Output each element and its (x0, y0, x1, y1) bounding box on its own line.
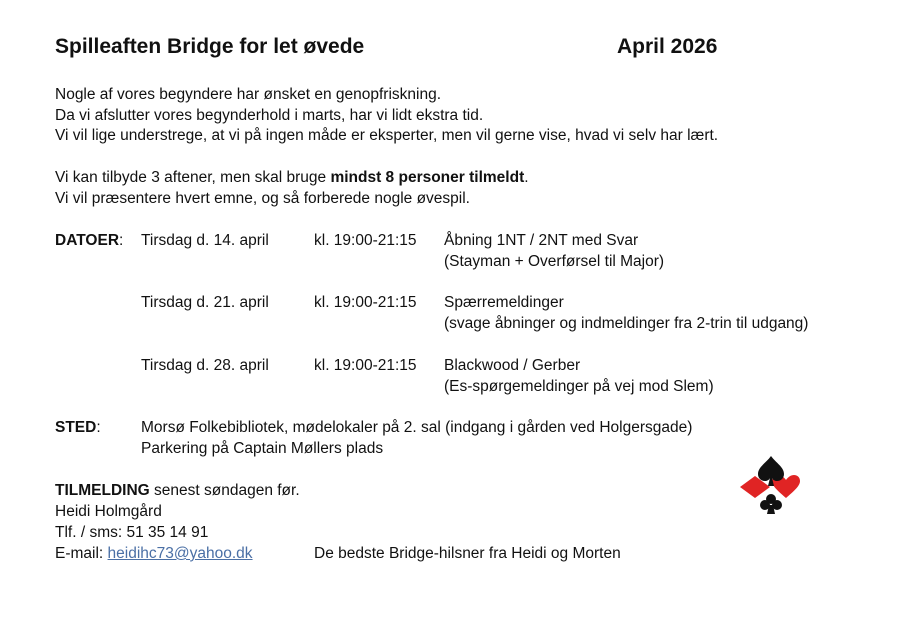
intro-line-3: Vi vil lige understrege, at vi på ingen måde er eksperter, men vil gerne vise, hvad vi selv har lært. (55, 127, 719, 144)
place-line-2: Parkering på Captain Møllers plads (141, 440, 384, 457)
signup-name: Heidi Holmgård (55, 503, 162, 520)
signup-label: TILMELDING (55, 482, 150, 499)
signup-line (55, 482, 300, 500)
date-1-day: Tirsdag d. 14. april (141, 232, 269, 249)
date-2-time: kl. 19:00-21:15 (314, 294, 417, 311)
intro-line-2: Da vi afslutter vores begynderhold i marts, har vi lidt ekstra tid. (55, 107, 484, 124)
date-3-detail: (Es-spørgemeldinger på vej mod Slem) (444, 378, 714, 395)
dates-label-colon: : (119, 232, 124, 249)
email-link[interactable]: heidihc73@yahoo.dk (107, 545, 253, 562)
page-date: April 2026 (617, 35, 718, 58)
greeting: De bedste Bridge-hilsner fra Heidi og Morten (314, 545, 621, 562)
dates-label-text: DATOER (55, 232, 120, 249)
date-2-detail: (svage åbninger og indmeldinger fra 2-trin til udgang) (444, 315, 809, 332)
bridge-suits-logo-icon (738, 454, 804, 516)
place-line-1: Morsø Folkebibliotek, mødelokaler på 2. sal (indgang i gården ved Holgersgade) (141, 419, 693, 436)
page-title: Spilleaften Bridge for let øvede (55, 35, 365, 58)
signup-phone: Tlf. / sms: 51 35 14 91 (55, 524, 209, 541)
date-1-time: kl. 19:00-21:15 (314, 232, 417, 249)
date-3-topic: Blackwood / Gerber (444, 357, 581, 374)
offer-prefix: Vi kan tilbyde 3 aftener, men skal bruge (55, 169, 331, 186)
dates-label (55, 232, 123, 250)
date-2-topic: Spærremeldinger (444, 294, 564, 311)
email-label: E-mail: (55, 545, 108, 562)
offer-line-2: Vi vil præsentere hvert emne, og så forberede nogle øvespil. (55, 190, 470, 207)
offer-minimum: mindst 8 personer tilmeldt (330, 169, 525, 186)
place-label-colon: : (96, 419, 101, 436)
place-label (55, 419, 101, 437)
date-2-day: Tirsdag d. 21. april (141, 294, 269, 311)
date-1-topic: Åbning 1NT / 2NT med Svar (444, 232, 639, 249)
signup-deadline: senest søndagen før. (149, 482, 300, 499)
date-3-time: kl. 19:00-21:15 (314, 357, 417, 374)
intro-line-1: Nogle af vores begyndere har ønsket en genopfriskning. (55, 86, 442, 103)
offer-line-1 (55, 169, 529, 187)
place-label-text: STED (55, 419, 97, 436)
date-3-day: Tirsdag d. 28. april (141, 357, 269, 374)
signup-email-line (55, 545, 253, 563)
offer-suffix: . (524, 169, 529, 186)
date-1-detail: (Stayman + Overførsel til Major) (444, 253, 665, 270)
